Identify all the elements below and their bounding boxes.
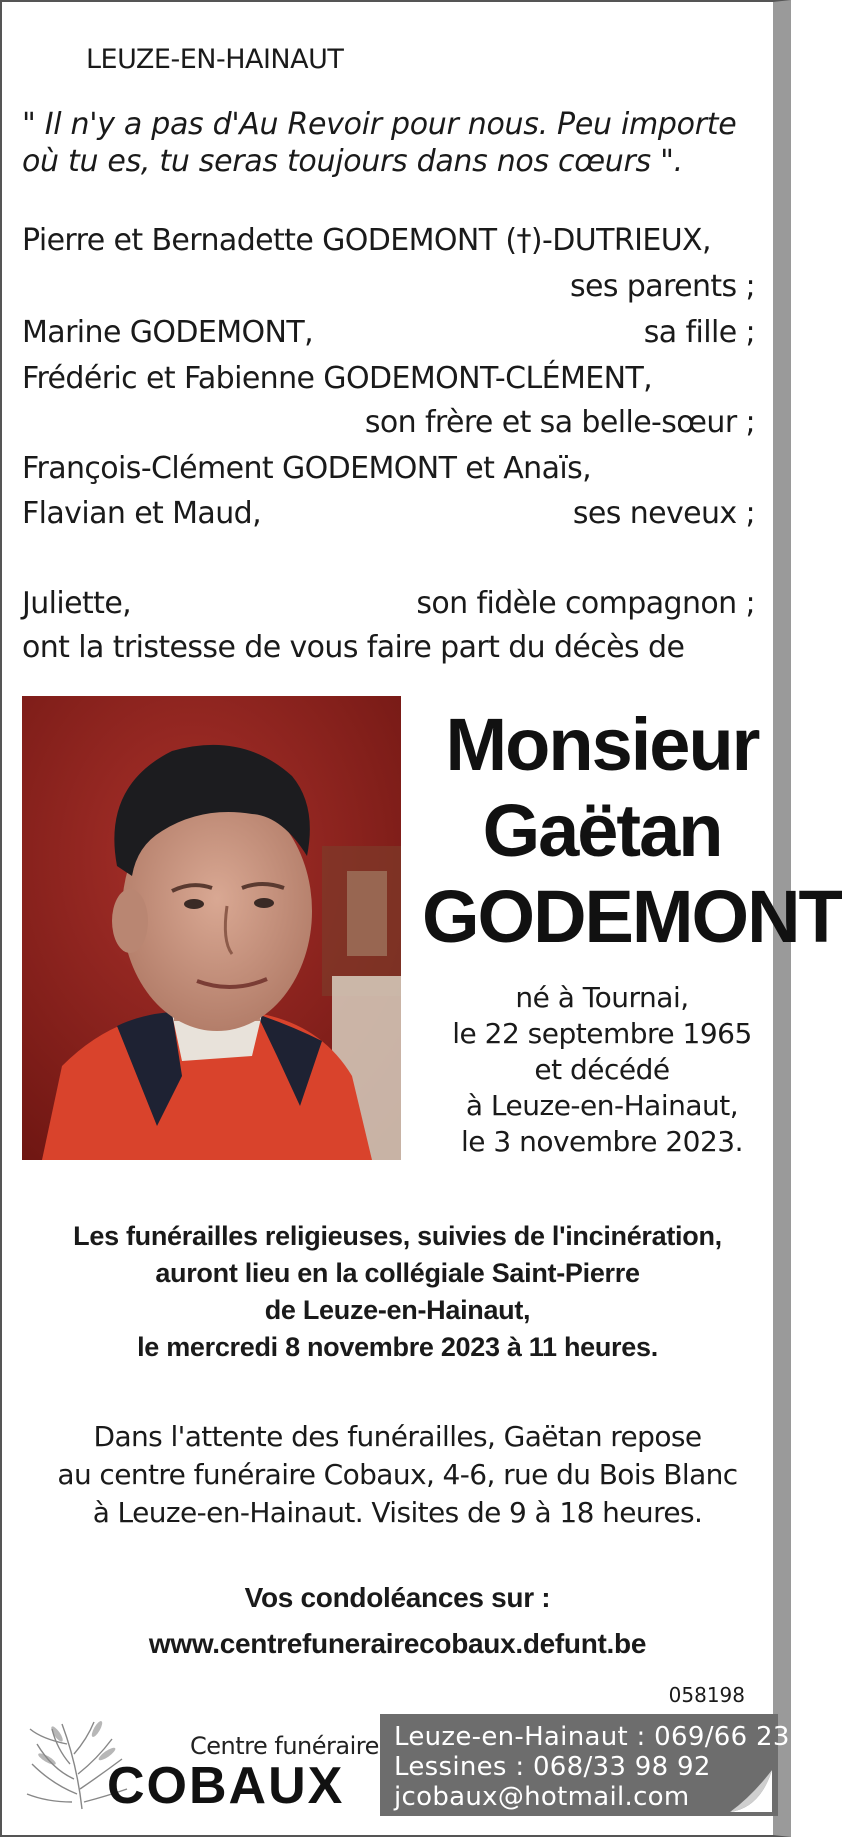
- death-date: le 3 novembre 2023.: [460, 1125, 744, 1158]
- funeral-line-2: auront lieu en la collégiale Saint-Pierre: [155, 1258, 640, 1288]
- funeral-home-logo: [22, 1714, 379, 1815]
- birth-date: le 22 septembre 1965: [452, 1017, 752, 1050]
- visit-line-1: Dans l'attente des funérailles, Gaëtan repose: [93, 1420, 702, 1453]
- condolences-label: Vos condoléances sur :: [244, 1582, 551, 1613]
- funeral-line-3: de Leuze-en-Hainaut,: [264, 1295, 531, 1325]
- announcement-line: ont la tristesse de vous faire part du décès de: [22, 630, 685, 665]
- family-relation-nephews: ses neveux ;: [572, 496, 755, 531]
- family-name-brother: Frédéric et Fabienne GODEMONT-CLÉMENT,: [22, 361, 653, 396]
- family-relation-brother: son frère et sa belle-sœur ;: [364, 405, 755, 440]
- funeral-line-4: le mercredi 8 novembre 2023 à 11 heures.: [137, 1332, 658, 1362]
- email-link[interactable]: jcobaux@hotmail.com: [394, 1782, 690, 1812]
- family-name-nephew: François-Clément GODEMONT et Anaïs,: [22, 451, 592, 486]
- funeral-line-1: Les funérailles religieuses, suivies de l'incinération,: [73, 1221, 722, 1251]
- contact-box: [380, 1714, 832, 1816]
- memorial-quote: " Il n'y a pas d'Au Revoir pour nous. Peu importe où tu es, tu seras toujours dans nos cœurs ".: [22, 107, 737, 179]
- phone-lessines[interactable]: Lessines : 068/33 98 92: [394, 1752, 711, 1782]
- funeral-home-brand: COBAUX: [107, 1757, 345, 1815]
- family-relation-daughter: sa fille ;: [643, 315, 755, 350]
- deceased-first-name: Gaëtan: [482, 789, 722, 872]
- phone-leuze[interactable]: Leuze-en-Hainaut : 069/66 23 06: [394, 1722, 832, 1752]
- visit-line-3: à Leuze-en-Hainaut. Visites de 9 à 18 heures.: [92, 1496, 703, 1529]
- family-name-nephew-2: Flavian et Maud,: [22, 496, 262, 531]
- family-name-companion: Juliette,: [22, 586, 132, 621]
- family-name-daughter: Marine GODEMONT,: [22, 315, 314, 350]
- deceased-last-name: GODEMONT: [422, 875, 842, 958]
- family-name-parents: Pierre et Bernadette GODEMONT (†)-DUTRIEUX,: [22, 223, 711, 258]
- birth-place: né à Tournai,: [515, 981, 689, 1014]
- portrait-photo: [22, 696, 401, 1160]
- death-conjunction: et décédé: [534, 1053, 670, 1086]
- funeral-home-label: Centre funéraire: [190, 1732, 379, 1760]
- deceased-title: Monsieur: [445, 703, 759, 786]
- location-heading: LEUZE-EN-HAINAUT: [86, 44, 344, 75]
- condolences-url[interactable]: www.centrefunerairecobaux.defunt.be: [148, 1628, 647, 1659]
- family-relation-companion: son fidèle compagnon ;: [416, 586, 755, 621]
- visit-line-2: au centre funéraire Cobaux, 4-6, rue du Bois Blanc: [57, 1458, 738, 1491]
- page-curl-icon: [730, 1770, 772, 1812]
- reference-number: 058198: [668, 1683, 745, 1707]
- death-place: à Leuze-en-Hainaut,: [465, 1089, 739, 1122]
- family-relation-parents: ses parents ;: [569, 269, 755, 304]
